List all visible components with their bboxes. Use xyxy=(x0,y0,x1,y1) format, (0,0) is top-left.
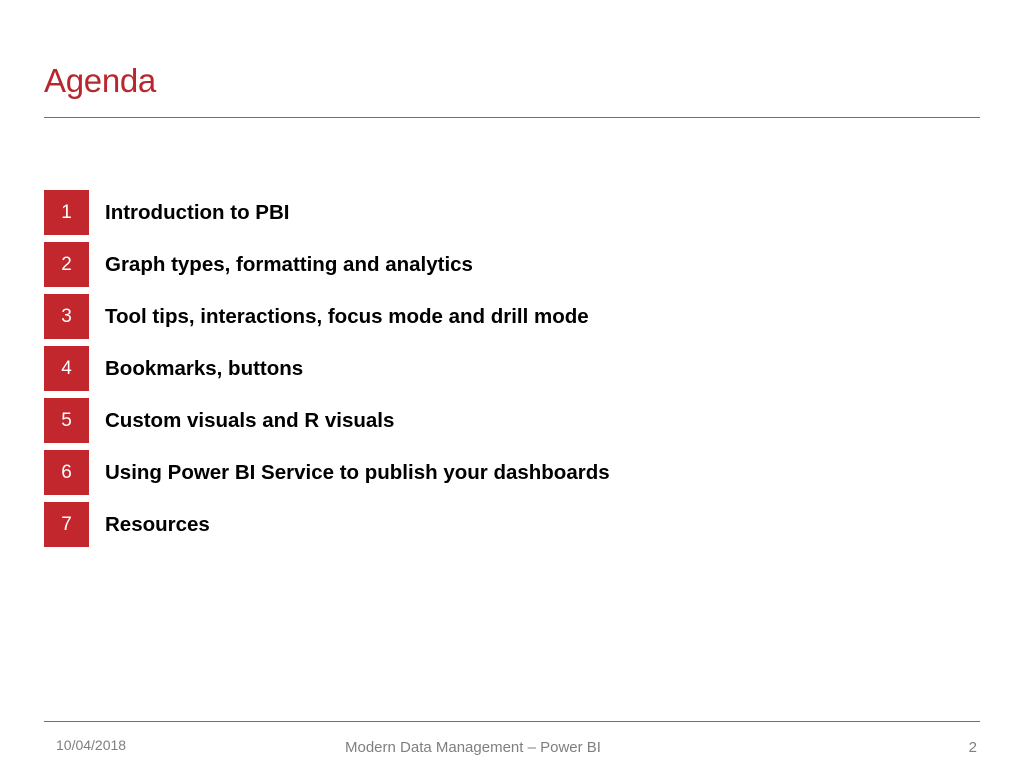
footer-date: 10/04/2018 xyxy=(56,737,127,753)
agenda-item-label: Tool tips, interactions, focus mode and drill mode xyxy=(105,304,589,328)
agenda-number-badge: 6 xyxy=(44,450,89,495)
agenda-item-label: Resources xyxy=(105,512,210,536)
footer-divider xyxy=(44,721,980,722)
agenda-number-badge: 3 xyxy=(44,294,89,339)
agenda-item xyxy=(44,502,944,547)
agenda-item xyxy=(44,450,944,495)
agenda-item-label: Graph types, formatting and analytics xyxy=(105,252,473,276)
agenda-item xyxy=(44,398,944,443)
agenda-item-label: Using Power BI Service to publish your dashboards xyxy=(105,460,610,484)
agenda-item-label: Custom visuals and R visuals xyxy=(105,408,395,432)
agenda-item xyxy=(44,190,944,235)
agenda-number-badge: 5 xyxy=(44,398,89,443)
agenda-number-badge: 4 xyxy=(44,346,89,391)
agenda-item xyxy=(44,242,944,287)
agenda-list xyxy=(44,190,944,554)
agenda-item xyxy=(44,346,944,391)
page-title: Agenda xyxy=(44,62,156,99)
agenda-number-badge: 7 xyxy=(44,502,89,547)
footer-title: Modern Data Management – Power BI xyxy=(345,739,601,756)
agenda-item-label: Introduction to PBI xyxy=(105,200,290,224)
agenda-number-badge: 2 xyxy=(44,242,89,287)
agenda-item-label: Bookmarks, buttons xyxy=(105,356,304,380)
agenda-number-badge: 1 xyxy=(44,190,89,235)
title-divider xyxy=(44,117,980,118)
page-number: 2 xyxy=(968,739,977,756)
agenda-item xyxy=(44,294,944,339)
